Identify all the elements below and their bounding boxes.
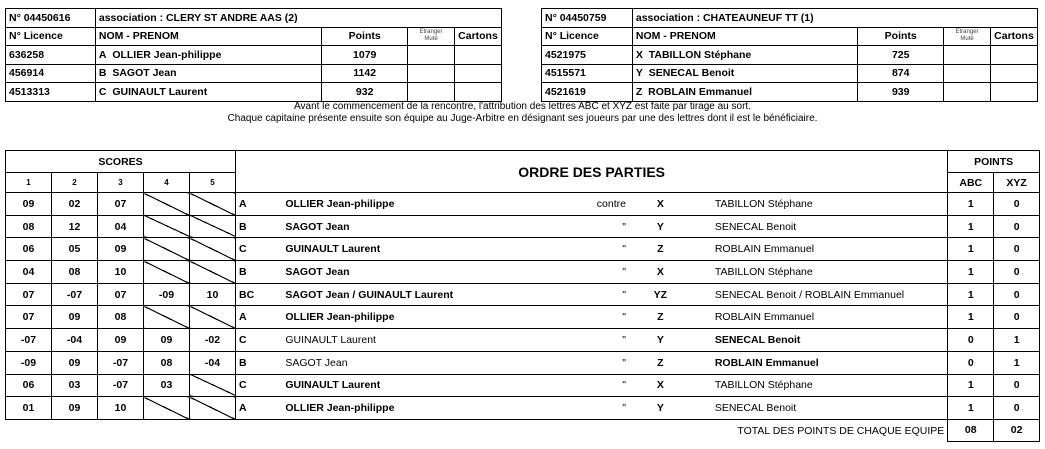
player-licence: 636258 xyxy=(6,46,96,65)
licence-header: N° Licence xyxy=(6,27,96,46)
set-3-score: 04 xyxy=(98,215,144,238)
set-4-score xyxy=(144,215,190,238)
player-cartons xyxy=(454,46,501,65)
player-b-letter: Y xyxy=(638,215,683,238)
name-header: NOM - PRENOM xyxy=(95,27,321,46)
set-1-score: 06 xyxy=(6,374,52,397)
player-name: Z ROBLAIN Emmanuel xyxy=(632,83,857,102)
player-a-letter: C xyxy=(236,374,283,397)
name-header: NOM - PRENOM xyxy=(632,27,857,46)
player-row xyxy=(6,64,502,83)
player-a-name: GUINAULT Laurent xyxy=(282,329,535,352)
points-header: Points xyxy=(858,27,944,46)
player-b-name: TABILLON Stéphane xyxy=(712,261,948,284)
player-a-letter: A xyxy=(236,306,283,329)
points-xyz: 0 xyxy=(994,374,1040,397)
player-a-name: SAGOT Jean xyxy=(282,351,535,374)
spacer xyxy=(683,374,712,397)
player-b-letter: X xyxy=(638,193,683,216)
versus-label: " xyxy=(535,261,638,284)
totals-label: TOTAL DES POINTS DE CHAQUE EQUIPE xyxy=(6,419,948,441)
player-licence: 4521975 xyxy=(542,46,633,65)
spacer xyxy=(683,261,712,284)
points-xyz: 0 xyxy=(994,193,1040,216)
player-etranger xyxy=(944,83,991,102)
set-3-score: 08 xyxy=(98,306,144,329)
player-etranger xyxy=(944,64,991,83)
player-a-letter: BC xyxy=(236,283,283,306)
spacer xyxy=(683,238,712,261)
set-1-score: 07 xyxy=(6,306,52,329)
player-b-letter: Y xyxy=(638,397,683,420)
set-5-score: -02 xyxy=(190,329,236,352)
player-row xyxy=(6,46,502,65)
set-1-score: -07 xyxy=(6,329,52,352)
game-row xyxy=(6,261,1040,284)
points-abc: 1 xyxy=(948,193,994,216)
versus-label: " xyxy=(535,238,638,261)
set-3-score: -07 xyxy=(98,374,144,397)
set-2-score: 12 xyxy=(52,215,98,238)
set-4-score: -09 xyxy=(144,283,190,306)
game-row xyxy=(6,238,1040,261)
set-1-score: 07 xyxy=(6,283,52,306)
set-3-score: 07 xyxy=(98,193,144,216)
points-abc: 1 xyxy=(948,238,994,261)
set-5-score xyxy=(190,193,236,216)
game-row xyxy=(6,215,1040,238)
set-1-score: 09 xyxy=(6,193,52,216)
set-2-score: 09 xyxy=(52,306,98,329)
set-2-score: 08 xyxy=(52,261,98,284)
versus-label: " xyxy=(535,351,638,374)
player-b-name: SENECAL Benoit xyxy=(712,329,948,352)
player-b-name: SENECAL Benoit / ROBLAIN Emmanuel xyxy=(712,283,948,306)
player-cartons xyxy=(454,83,501,102)
scores-header: SCORES xyxy=(6,151,236,173)
points-abc: 1 xyxy=(948,397,994,420)
set-2-score: 02 xyxy=(52,193,98,216)
set-4-score xyxy=(144,261,190,284)
set-1-score: 04 xyxy=(6,261,52,284)
team-b-table xyxy=(541,8,1038,102)
games-table xyxy=(5,150,1040,442)
set-2-score: -07 xyxy=(52,283,98,306)
etranger-mute-header: Etranger Muté xyxy=(408,27,455,46)
player-b-name: ROBLAIN Emmanuel xyxy=(712,238,948,261)
player-points: 725 xyxy=(858,46,944,65)
player-a-name: OLLIER Jean-philippe xyxy=(282,397,535,420)
set-5-header: 5 xyxy=(190,173,236,193)
player-a-letter: C xyxy=(236,329,283,352)
set-2-score: 05 xyxy=(52,238,98,261)
set-2-score: 03 xyxy=(52,374,98,397)
set-4-score xyxy=(144,193,190,216)
team-a-table xyxy=(5,8,502,102)
set-1-header: 1 xyxy=(6,173,52,193)
player-points: 1079 xyxy=(322,46,408,65)
set-4-score xyxy=(144,397,190,420)
set-4-score: 03 xyxy=(144,374,190,397)
versus-label: " xyxy=(535,397,638,420)
points-xyz: 0 xyxy=(994,306,1040,329)
player-licence: 4521619 xyxy=(542,83,633,102)
set-2-header: 2 xyxy=(52,173,98,193)
player-cartons xyxy=(990,83,1037,102)
cartons-header: Cartons xyxy=(454,27,501,46)
player-b-name: TABILLON Stéphane xyxy=(712,193,948,216)
set-3-score: 10 xyxy=(98,397,144,420)
set-3-score: 10 xyxy=(98,261,144,284)
set-5-score: -04 xyxy=(190,351,236,374)
player-a-letter: B xyxy=(236,351,283,374)
instructions-line-1: Avant le commencement de la rencontre, l'attribution des lettres ABC et XYZ est faite par tirage au sort. xyxy=(294,101,751,112)
set-3-score: 09 xyxy=(98,329,144,352)
player-name: X TABILLON Stéphane xyxy=(632,46,857,65)
player-a-name: GUINAULT Laurent xyxy=(282,374,535,397)
player-a-name: OLLIER Jean-philippe xyxy=(282,306,535,329)
instructions-line-2: Chaque capitaine présente ensuite son équipe au Juge-Arbitre en désignant ses joueurs par une des lettres dont il est le bénéficiaire. xyxy=(227,113,818,124)
points-xyz: 1 xyxy=(994,329,1040,352)
spacer xyxy=(683,215,712,238)
team-a-number: N° 04450616 xyxy=(6,9,96,28)
player-row xyxy=(542,46,1038,65)
etranger-mute-header: Etranger Muté xyxy=(944,27,991,46)
set-3-score: 09 xyxy=(98,238,144,261)
player-b-letter: X xyxy=(638,261,683,284)
abc-header: ABC xyxy=(948,173,994,193)
spacer xyxy=(683,306,712,329)
set-1-score: -09 xyxy=(6,351,52,374)
player-points: 932 xyxy=(322,83,408,102)
set-4-score: 08 xyxy=(144,351,190,374)
spacer xyxy=(683,283,712,306)
player-points: 939 xyxy=(858,83,944,102)
player-a-letter: A xyxy=(236,193,283,216)
points-abc: 1 xyxy=(948,283,994,306)
player-etranger xyxy=(944,46,991,65)
player-b-letter: YZ xyxy=(638,283,683,306)
game-row xyxy=(6,397,1040,420)
player-etranger xyxy=(408,83,455,102)
game-row xyxy=(6,283,1040,306)
versus-label: " xyxy=(535,215,638,238)
set-5-score xyxy=(190,306,236,329)
team-b-number: N° 04450759 xyxy=(542,9,633,28)
player-points: 874 xyxy=(858,64,944,83)
player-a-name: SAGOT Jean xyxy=(282,215,535,238)
game-row xyxy=(6,351,1040,374)
player-licence: 4515571 xyxy=(542,64,633,83)
player-name: B SAGOT Jean xyxy=(95,64,321,83)
versus-label: " xyxy=(535,306,638,329)
set-5-score xyxy=(190,374,236,397)
versus-label: " xyxy=(535,329,638,352)
player-a-letter: A xyxy=(236,397,283,420)
player-b-name: ROBLAIN Emmanuel xyxy=(712,306,948,329)
total-abc: 08 xyxy=(948,419,994,441)
game-row xyxy=(6,329,1040,352)
instructions-text xyxy=(0,101,1045,125)
cartons-header: Cartons xyxy=(990,27,1037,46)
points-abc: 1 xyxy=(948,374,994,397)
player-b-name: ROBLAIN Emmanuel xyxy=(712,351,948,374)
player-licence: 4513313 xyxy=(6,83,96,102)
player-b-name: SENECAL Benoit xyxy=(712,215,948,238)
player-a-name: SAGOT Jean / GUINAULT Laurent xyxy=(282,283,535,306)
player-row xyxy=(542,83,1038,102)
points-xyz: 0 xyxy=(994,238,1040,261)
game-row xyxy=(6,193,1040,216)
points-abc: 0 xyxy=(948,329,994,352)
spacer xyxy=(683,397,712,420)
set-2-score: -04 xyxy=(52,329,98,352)
player-b-letter: Z xyxy=(638,306,683,329)
points-xyz: 0 xyxy=(994,397,1040,420)
points-xyz: 1 xyxy=(994,351,1040,374)
licence-header: N° Licence xyxy=(542,27,633,46)
points-header: POINTS xyxy=(948,151,1040,173)
spacer xyxy=(683,193,712,216)
set-4-score: 09 xyxy=(144,329,190,352)
set-3-score: 07 xyxy=(98,283,144,306)
player-row xyxy=(542,64,1038,83)
points-abc: 1 xyxy=(948,261,994,284)
player-b-letter: Z xyxy=(638,351,683,374)
player-a-letter: B xyxy=(236,215,283,238)
player-licence: 456914 xyxy=(6,64,96,83)
set-5-score xyxy=(190,261,236,284)
set-4-header: 4 xyxy=(144,173,190,193)
player-b-letter: X xyxy=(638,374,683,397)
player-a-letter: C xyxy=(236,238,283,261)
set-1-score: 01 xyxy=(6,397,52,420)
player-etranger xyxy=(408,64,455,83)
player-etranger xyxy=(408,46,455,65)
player-b-letter: Z xyxy=(638,238,683,261)
set-5-score: 10 xyxy=(190,283,236,306)
set-3-score: -07 xyxy=(98,351,144,374)
game-row xyxy=(6,306,1040,329)
player-name: A OLLIER Jean-philippe xyxy=(95,46,321,65)
versus-label: contre xyxy=(535,193,638,216)
player-b-letter: Y xyxy=(638,329,683,352)
set-3-header: 3 xyxy=(98,173,144,193)
points-abc: 1 xyxy=(948,215,994,238)
player-b-name: SENECAL Benoit xyxy=(712,397,948,420)
points-xyz: 0 xyxy=(994,261,1040,284)
points-abc: 0 xyxy=(948,351,994,374)
total-xyz: 02 xyxy=(994,419,1040,441)
team-a-association: association : CLERY ST ANDRE AAS (2) xyxy=(95,9,501,28)
ordre-header: ORDRE DES PARTIES xyxy=(236,151,948,193)
player-cartons xyxy=(990,64,1037,83)
player-row xyxy=(6,83,502,102)
set-4-score xyxy=(144,238,190,261)
game-row xyxy=(6,374,1040,397)
versus-label: " xyxy=(535,283,638,306)
player-a-name: GUINAULT Laurent xyxy=(282,238,535,261)
set-5-score xyxy=(190,238,236,261)
points-xyz: 0 xyxy=(994,283,1040,306)
set-1-score: 08 xyxy=(6,215,52,238)
set-1-score: 06 xyxy=(6,238,52,261)
spacer xyxy=(683,351,712,374)
points-abc: 1 xyxy=(948,306,994,329)
player-a-letter: B xyxy=(236,261,283,284)
set-5-score xyxy=(190,397,236,420)
player-cartons xyxy=(990,46,1037,65)
player-points: 1142 xyxy=(322,64,408,83)
player-a-name: OLLIER Jean-philippe xyxy=(282,193,535,216)
player-b-name: TABILLON Stéphane xyxy=(712,374,948,397)
set-4-score xyxy=(144,306,190,329)
player-cartons xyxy=(454,64,501,83)
player-name: C GUINAULT Laurent xyxy=(95,83,321,102)
points-xyz: 0 xyxy=(994,215,1040,238)
team-b-association: association : CHATEAUNEUF TT (1) xyxy=(632,9,1037,28)
versus-label: " xyxy=(535,374,638,397)
player-name: Y SENECAL Benoit xyxy=(632,64,857,83)
spacer xyxy=(683,329,712,352)
set-2-score: 09 xyxy=(52,351,98,374)
set-2-score: 09 xyxy=(52,397,98,420)
points-header: Points xyxy=(322,27,408,46)
xyz-header: XYZ xyxy=(994,173,1040,193)
set-5-score xyxy=(190,215,236,238)
player-a-name: SAGOT Jean xyxy=(282,261,535,284)
